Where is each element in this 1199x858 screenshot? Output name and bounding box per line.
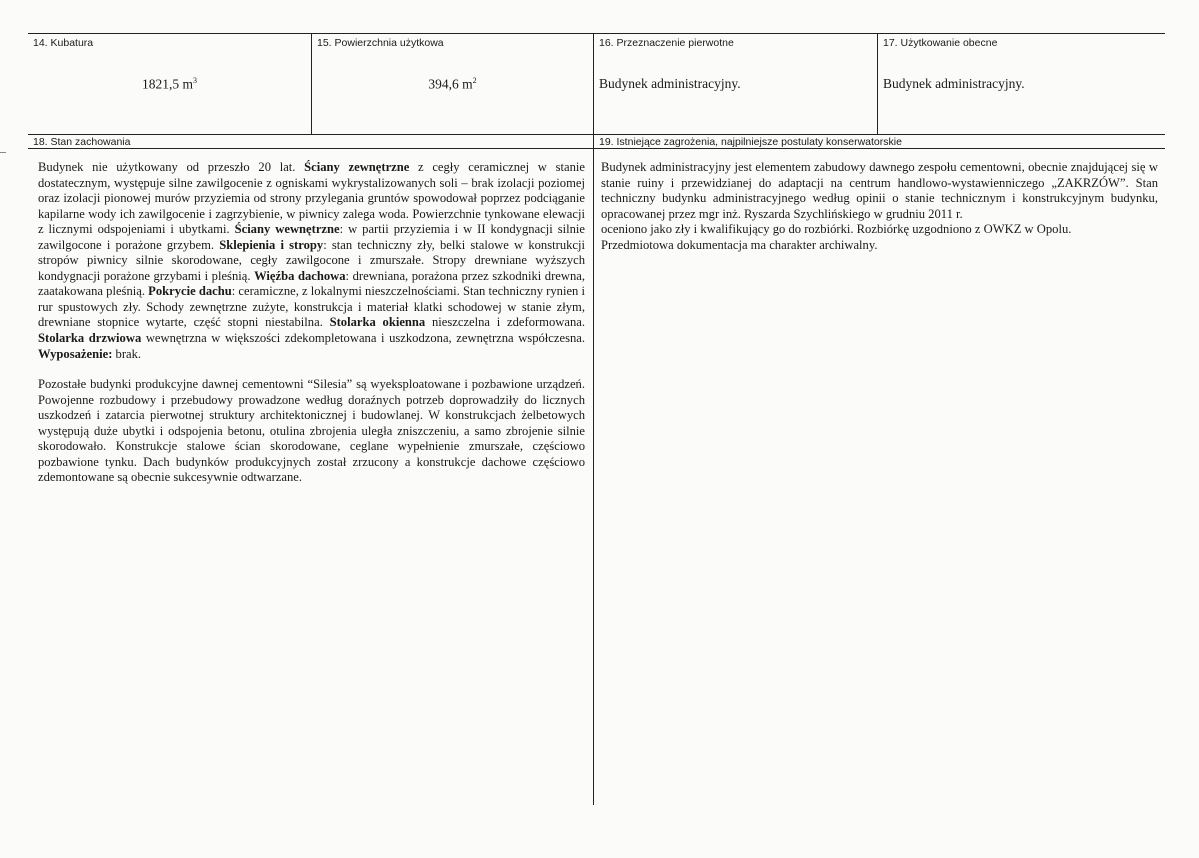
field-label: 17. Użytkowanie obecne [883, 37, 998, 49]
top-fields-row [28, 33, 1165, 135]
text-run: brak. [112, 346, 142, 361]
form-page [28, 33, 1165, 805]
text-run: Budynek nie użytkowany od przeszło 20 lat. [38, 160, 305, 174]
bold-run: Wyposażenie: [38, 346, 113, 361]
bold-run: Pokrycie dachu [148, 284, 232, 299]
field-kubatura [28, 34, 312, 134]
paragraph: Budynek administracyjny jest elementem zabudowy dawnego zespołu cementowni, obecnie znajdującej się w stanie ruiny i przewidzianej do adaptacji na centrum handlowo-wystawienniczego „ZAKRZÓW”. Stan techniczny budynku administracyjnego według opinii o stanie technicznym i konstrukcyjnym budynku, opracowanej przez mgr inż. Ryszarda Szychlińskiego w grudniu 2011 r. [601, 160, 1158, 221]
divider [28, 148, 593, 149]
bottom-sections [28, 133, 1165, 805]
bold-run: Ściany wewnętrzne [234, 222, 340, 237]
bold-run: Sklepienia i stropy [219, 237, 324, 252]
text-run: : drewniana, porażona przez szkodniki drewna, zaatakowana pleśnią. [38, 268, 586, 299]
field-uzytkowanie [878, 34, 1165, 134]
bold-run: Więźba dachowa [254, 268, 346, 283]
divider [594, 148, 1165, 149]
field-value: Budynek administracyjny. [599, 76, 741, 91]
bold-run: Ściany zewnętrzne [304, 160, 410, 174]
section-text [601, 160, 1158, 253]
text-run: : ceramiczne, z lokalnymi nieszczelnościami. Stan techniczny rynien i rur spustowych zły. Schody zewnętrzne zużyte, konstrukcja i materiał klatki schodowej w stanie złym, drewniane stopnice wytarte, część stopni niestabilna. [38, 284, 586, 330]
text-run: : stan techniczny zły, belki stalowe w konstrukcji stropów piwnicy silnie skorodowane, cegły zawilgocone i zmurszałe. Stropy drewniane wyższych kondygnacji porażone grzybami i pleśnią. [38, 237, 586, 283]
section-label: 19. Istniejące zagrożenia, najpilniejsze postulaty konserwatorskie [599, 136, 902, 148]
paragraph: Przedmiotowa dokumentacja ma charakter archiwalny. [601, 237, 878, 252]
paragraph [38, 160, 585, 362]
field-value: Budynek administracyjny. [883, 76, 1025, 91]
bold-run: Stolarka okienna [329, 315, 426, 330]
field-value: 1821,5 $m^3$ [141, 76, 197, 92]
scan-edge-mark [0, 152, 6, 153]
field-label: 14. Kubatura [33, 37, 94, 49]
paragraph: oceniono jako zły i kwalifikujący go do rozbiórki. Rozbiórkę uzgodniono z OWKZ w Opolu. [601, 222, 1072, 237]
bold-run: Stolarka drzwiowa [38, 331, 142, 346]
text-run: z cegły ceramicznej w stanie dostatecznym, występuje silne zawilgocenie z ogniskami wykrystalizowanych soli – brak izolacji poziomej oraz izolacji pionowej murów przyziemia od strony przylegania gruntów spowodował poprzez podciąganie kapilarne wody ich zawilgocenie i zagrzybienie, w piwnicy zalega woda. Powierzchnie tynkowane elewacji z licznymi odspojeniami i ubytkami. [38, 160, 585, 237]
text-run: : w partii przyziemia i w II kondygnacji silnie zawilgocone i porażone grzybem. [38, 222, 586, 252]
field-powierzchnia [312, 34, 594, 134]
section-label: 18. Stan zachowania [33, 136, 131, 148]
section-zagrozenia [594, 133, 1165, 805]
field-label: 15. Powierzchnia użytkowa [317, 37, 444, 49]
field-przeznaczenie [594, 34, 878, 134]
section-text [38, 160, 585, 501]
paragraph: Pozostałe budynki produkcyjne dawnej cementowni “Silesia” są wyeksploatowane i pozbawione urządzeń. Powojenne rozbudowy i przebudowy prowadzone według doraźnych potrzeb doprowadziły do licznych uszkodzeń i zatarcia pierwotnej struktury architektonicznej i budowlanej. W konstrukcjach żelbetowych występują duże ubytki i odspojenia betonu, otulina zbrojenia uległa zniszczeniu, a samo zbrojenie silnie skorodowało. Konstrukcje stalowe ścian skorodowane, ceglane wypełnienie zmurszałe, częściowo pozbawione tynku. Dach budynków produkcyjnych został zrzucony a konstrukcje dachowe częściowo zdemontowane są obecnie sukcesywnie odtwarzane. [38, 377, 585, 485]
field-label: 16. Przeznaczenie pierwotne [599, 37, 734, 49]
section-stan-zachowania [28, 133, 594, 805]
field-value: 394,6 $m^2$ [428, 76, 477, 92]
text-run: nieszczelna i zdeformowana. [425, 315, 585, 330]
text-run: wewnętrzna w większości zdekompletowana i uszkodzona, zewnętrzna współczesna. [141, 331, 586, 346]
